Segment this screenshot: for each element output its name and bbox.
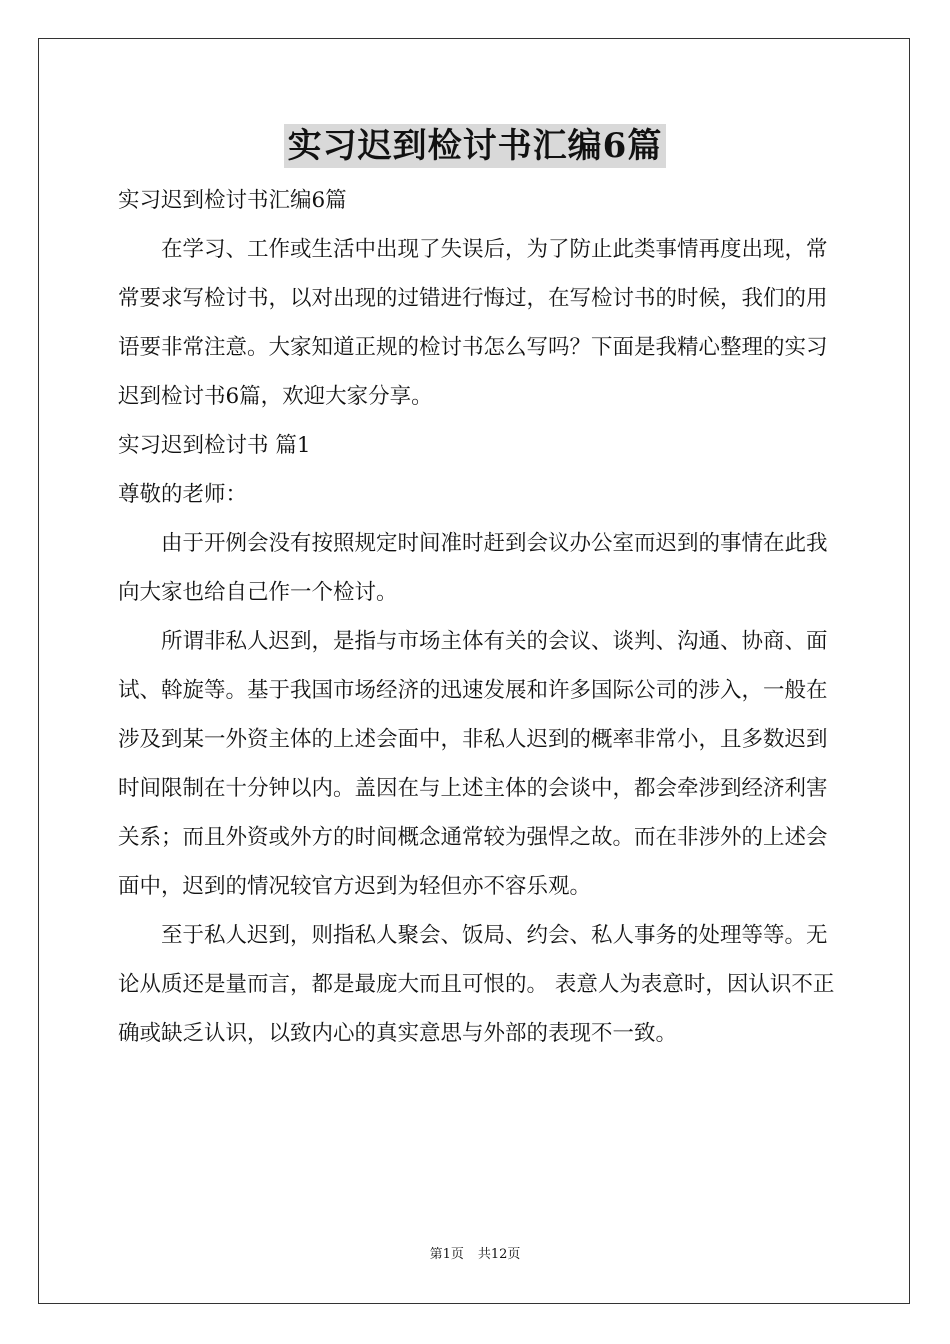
section-heading: 实习迟到检讨书 篇1 [118, 433, 311, 458]
body-paragraph: 至于私人迟到，则指私人聚会、饭局、约会、私人事务的处理等等。无论从质还是量而言，都是最庞大而且可恨的。 表意人为表意时，因认识不正确或缺乏认识，以致内心的真实意思与外部的表现不一致。 [118, 923, 835, 1046]
page-number: 第1页 [429, 1247, 464, 1262]
body-paragraph: 所谓非私人迟到，是指与市场主体有关的会议、谈判、沟通、协商、面试、斡旋等。基于我国市场经济的迅速发展和许多国际公司的涉入，一般在涉及到某一外资主体的上述会面中，非私人迟到的概率非常小，且多数迟到时间限制在十分钟以内。盖因在与上述主体的会谈中，都会牵涉到经济利害关系；而且外资或外方的时间概念通常较为强悍之故。而在非涉外的上述会面中，迟到的情况较官方迟到为轻但亦不容乐观。 [118, 629, 828, 899]
document-body [118, 176, 836, 1058]
page-total: 共12页 [477, 1247, 521, 1262]
document-title: 实习迟到检讨书汇编6篇 [284, 124, 667, 168]
body-paragraph: 由于开例会没有按照规定时间准时赶到会议办公室而迟到的事情在此我向大家也给自己作一个检讨。 [118, 531, 828, 605]
title-wrap [0, 124, 950, 168]
salutation: 尊敬的老师： [118, 482, 248, 507]
subtitle-line: 实习迟到检讨书汇编6篇 [118, 188, 347, 213]
intro-paragraph: 在学习、工作或生活中出现了失误后，为了防止此类事情再度出现，常常要求写检讨书，以对出现的过错进行悔过，在写检讨书的时候，我们的用语要非常注意。大家知道正规的检讨书怎么写吗？下面是我精心整理的实习迟到检讨书6篇，欢迎大家分享。 [118, 237, 828, 409]
page-footer [0, 1246, 950, 1264]
